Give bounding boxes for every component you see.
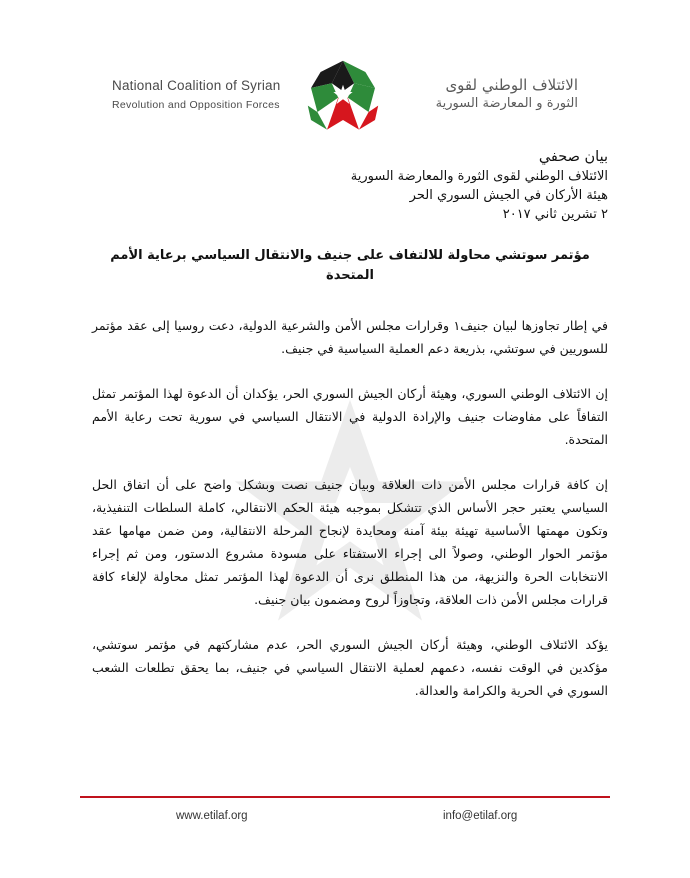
- footer-email-link[interactable]: info@etilaf.org: [443, 810, 518, 822]
- org-name-arabic-line2: الثورة و المعارضة السورية: [435, 96, 578, 111]
- footer-divider: [80, 796, 610, 798]
- paragraph-4: يؤكد الائتلاف الوطني، وهيئة أركان الجيش السوري الحر، عدم مشاركتهم في مؤتمر سوتشي، مؤكدين في الوقت نفسه، دعمهم لعملية الانتقال السياسي في جنيف، بما يحقق تطلعات الشعب السوري في الحرية والكرامة والعدالة.: [92, 637, 608, 698]
- footer-website-link[interactable]: www.etilaf.org: [176, 810, 248, 822]
- statement-title: مؤتمر سوتشي محاولة للالتفاف على جنيف والانتقال السياسي برعاية الأمم المتحدة: [110, 248, 590, 283]
- statement-body: [92, 148, 608, 702]
- org-name-english-line2: Revolution and Opposition Forces: [112, 99, 280, 111]
- org-name-arabic-line1: الائتلاف الوطني لقوى: [445, 76, 578, 94]
- coalition-star-logo-icon: [303, 56, 383, 136]
- paragraph-2: إن الائتلاف الوطني السوري، وهيئة أركان الجيش السوري الحر، يؤكدان أن الدعوة لهذا المؤتمر تمثل التفافاً على مفاوضات جنيف والإرادة الدولية في الانتقال السياسي في سورية تحت رعاية الأمم المتحدة.: [92, 386, 608, 447]
- org-name-english-line1: National Coalition of Syrian: [112, 78, 281, 93]
- letterhead: [0, 42, 690, 132]
- issuer-fsa-staff: هيئة الأركان في الجيش السوري الحر: [409, 188, 608, 203]
- statement-date: ٢ تشرين ثاني ٢٠١٧: [502, 207, 608, 222]
- paragraph-3: إن كافة قرارات مجلس الأمن ذات العلاقة وبيان جنيف نصت وبشكل واضح على أن اتفاق الحل السياسي يعتبر حجر الأساس الذي تتشكل بموجبه هيئة الحكم الانتقالي، كاملة السلطات التنفيذية، وتكون مهمتها الأساسية تهيئة بيئة آمنة ومحايدة لإنجاح المرحلة الانتقالية، ومن ضمن مهامها عقد مؤتمر الحوار الوطني، وصولاً الى إجراء الاستفتاء على مسودة مشروع الدستور، ومن ثم إجراء الانتخابات الحرة والنزيهة، من هذا المنطلق نرى أن الدعوة لهذا المؤتمر تمثل محاولة لإلغاء كافة قرارات مجلس الأمن ذات العلاقة، وتجاوزاً لروح ومضمون بيان جنيف.: [92, 477, 608, 607]
- org-name-arabic: [388, 76, 578, 111]
- statement-type-label: بيان صحفي: [538, 149, 608, 165]
- org-name-english: [112, 78, 322, 111]
- paragraph-1: في إطار تجاوزها لبيان جنيف١ وقرارات مجلس الأمن والشرعية الدولية، دعت روسيا إلى عقد مؤتمر للسوريين في سوتشي، بذريعة دعم العملية السياسية في جنيف.: [92, 318, 609, 356]
- issuer-coalition: الائتلاف الوطني لقوى الثورة والمعارضة السورية: [350, 169, 608, 184]
